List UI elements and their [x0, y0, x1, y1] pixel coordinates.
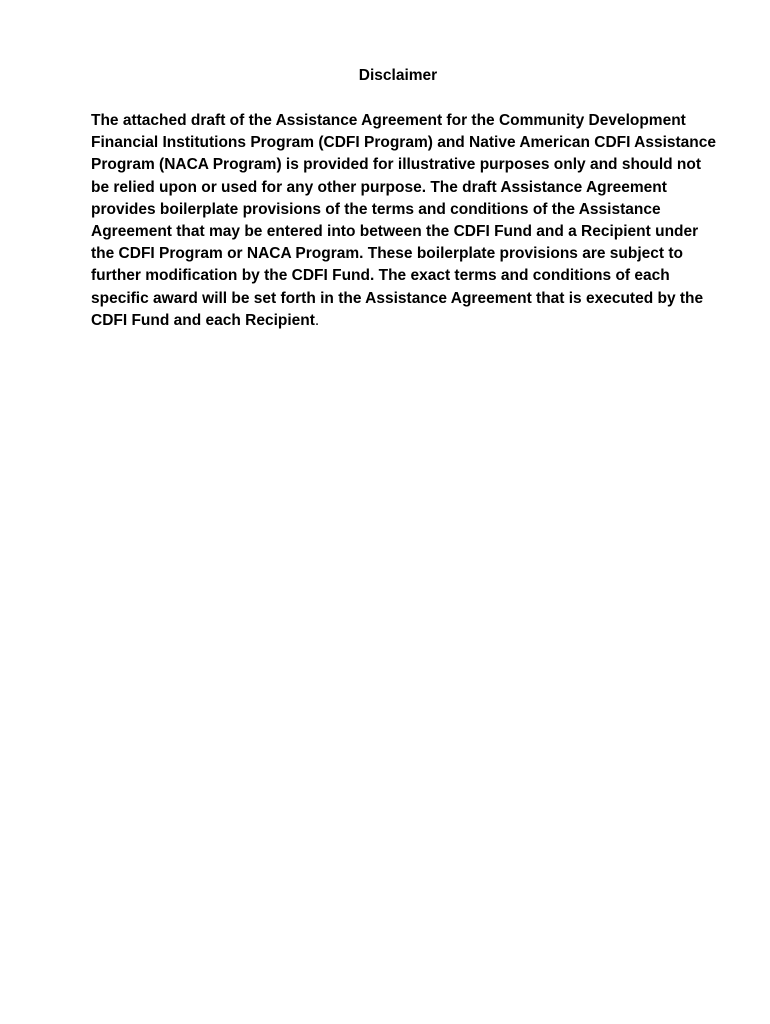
paragraph-line: Financial Institutions Program (CDFI Program) and Native American CDFI Assistance	[91, 134, 717, 152]
paragraph-line: Agreement that may be entered into between the CDFI Fund and a Recipient under	[91, 223, 699, 241]
paragraph-line: provides boilerplate provisions of the terms and conditions of the Assistance	[91, 200, 661, 218]
document-title: Disclaimer	[358, 67, 438, 84]
paragraph-line: The attached draft of the Assistance Agreement for the Community Development	[91, 112, 686, 129]
disclaimer-paragraph	[91, 110, 717, 332]
paragraph-line: specific award will be set forth in the Assistance Agreement that is executed by the	[91, 289, 704, 307]
paragraph-line: further modification by the CDFI Fund. The exact terms and conditions of each	[91, 267, 670, 285]
paragraph-line-last	[91, 310, 711, 332]
paragraph-line-text: CDFI Fund and each Recipient	[91, 311, 315, 329]
paragraph-line: be relied upon or used for any other purpose. The draft Assistance Agreement	[91, 178, 667, 196]
final-period: .	[314, 311, 320, 329]
paragraph-line: the CDFI Program or NACA Program. These boilerplate provisions are subject to	[91, 245, 683, 263]
paragraph-line: Program (NACA Program) is provided for illustrative purposes only and should not	[91, 156, 702, 174]
